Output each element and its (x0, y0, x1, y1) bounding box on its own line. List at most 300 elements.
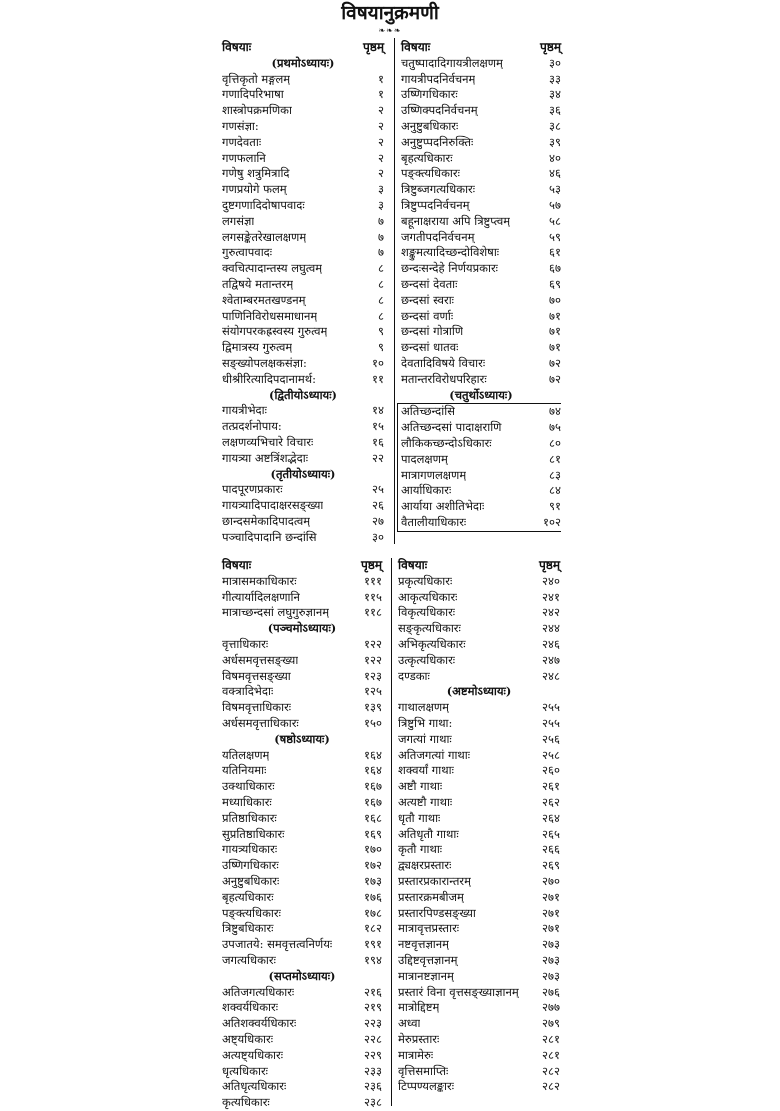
toc-entry-page: ७२ (549, 371, 561, 386)
toc-entry-page: ९ (378, 340, 384, 355)
chapter-heading-text: (तृतीयोऽध्यायः) (270, 466, 336, 481)
toc-entry-page: १३९ (364, 700, 382, 715)
toc-entry-title: बृहत्यधिकारः (222, 889, 274, 904)
toc-entry-title: अर्धसमवृत्ताधिकारः (222, 715, 299, 730)
toc-entry (222, 795, 382, 811)
toc-entry-title: चतुष्पादादिगायत्रीलक्षणम् (401, 55, 503, 70)
chapter-heading (222, 969, 382, 985)
toc-entry-title: सङ्ख्योपलक्षकसंज्ञा: (222, 355, 307, 370)
toc-entry-title: अनुष्टुप्पदनिरुक्तिः (401, 134, 474, 149)
toc-entry-page: २७३ (542, 952, 560, 967)
toc-entry-page: १११ (364, 573, 382, 588)
toc-entry-title: उष्णिगधिकारः (222, 858, 279, 873)
column-header (222, 40, 384, 56)
toc-entry-page: २१६ (364, 984, 382, 999)
toc-entry-title: गणसंज्ञा: (222, 118, 259, 133)
toc-entry-page: २६ (372, 498, 384, 513)
column-header (222, 558, 382, 574)
toc-entry-page: २४० (542, 573, 560, 588)
toc-entry-title: क्वचित्पादान्तस्य लघुत्वम् (222, 261, 323, 276)
toc-entry-page: ४६ (549, 166, 561, 181)
toc-entry-page: १४ (372, 403, 384, 418)
toc-entry-page: ८३ (549, 467, 561, 482)
toc-entry-page: २७० (542, 873, 560, 888)
toc-entry (398, 1032, 560, 1048)
chapter-heading (222, 621, 382, 637)
toc-entry-page: २२ (372, 450, 384, 465)
toc-entry-title: शक्वर्यां गाथाः (398, 763, 454, 778)
toc-entry-page: ३६ (549, 103, 561, 118)
toc-entry (222, 135, 384, 151)
chapter-heading-text: (प्रथमोऽध्यायः) (271, 55, 335, 70)
toc-entry (401, 214, 561, 230)
toc-entry (401, 166, 561, 182)
toc-entry-page: १२२ (364, 636, 382, 651)
toc-entry-page: ८ (378, 308, 384, 323)
title-ornament: ❧❧❧ (378, 26, 402, 35)
header-topic: विषयाः (398, 558, 428, 572)
toc-entry-page: ७ (378, 213, 384, 228)
toc-entry (222, 953, 382, 969)
toc-entry (222, 403, 384, 419)
toc-entry-page: १२२ (364, 652, 382, 667)
toc-entry-page: २५६ (542, 731, 560, 746)
toc-entry-page: १९१ (364, 937, 382, 952)
toc-entry-title: धृत्यधिकारः (222, 1063, 268, 1078)
toc-entry-page: २२८ (364, 1031, 382, 1046)
column-divider-bottom (391, 558, 392, 1106)
toc-entry-page: ६१ (549, 245, 561, 260)
toc-entry-page: २२३ (364, 1016, 382, 1031)
toc-entry (222, 921, 382, 937)
header-page: पृष्ठम् (360, 558, 382, 572)
toc-entry (398, 590, 560, 606)
toc-entry (222, 669, 382, 685)
toc-entry-page: ५९ (549, 229, 561, 244)
toc-entry-title: शङ्कुमत्यादिच्छन्दोविशेषाः (401, 245, 500, 260)
toc-entry-title: गायत्रीभेदाः (222, 403, 267, 418)
toc-entry (222, 530, 384, 546)
toc-entry-title: मेरुप्रस्तारः (398, 1031, 440, 1046)
toc-entry-title: अष्ट्यधिकारः (222, 1031, 274, 1046)
toc-entry-page: ३३ (549, 71, 561, 86)
toc-entry-title: प्रस्तारपिण्डसङ्ख्या (398, 905, 476, 920)
toc-entry-title: जगत्यधिकारः (222, 952, 276, 967)
toc-entry-title: देवतादिविषये विचारः (401, 355, 486, 370)
toc-entry-title: प्रस्तारक्रमबीजम् (398, 889, 464, 904)
toc-entry (222, 103, 384, 119)
toc-entry (398, 1048, 560, 1064)
toc-entry-title: उत्कृत्यधिकारः (398, 652, 456, 667)
toc-entry-title: वृत्तिकृतो मङ्गलम् (222, 71, 291, 86)
toc-entry (398, 842, 560, 858)
chapter-heading (222, 732, 382, 748)
toc-entry (398, 795, 560, 811)
toc-entry-title: आर्याधिकारः (401, 483, 452, 498)
toc-entry (401, 356, 561, 372)
toc-entry (222, 277, 384, 293)
toc-entry-page: २६० (542, 763, 560, 778)
toc-entry (222, 514, 384, 530)
toc-entry-page: २६५ (542, 826, 560, 841)
toc-entry (401, 119, 561, 135)
header-topic: विषयाः (222, 558, 252, 572)
toc-entry (401, 483, 561, 499)
toc-entry-page: २७३ (542, 968, 560, 983)
toc-entry (398, 890, 560, 906)
toc-entry (222, 293, 384, 309)
header-page: पृष्ठम् (362, 40, 384, 54)
toc-entry (398, 921, 560, 937)
toc-entry (398, 1016, 560, 1032)
toc-entry (401, 151, 561, 167)
toc-entry-page: ८ (378, 276, 384, 291)
toc-entry-title: उक्थाधिकारः (222, 779, 275, 794)
toc-entry-title: गायत्र्या अष्टत्रिंशद्भेदाः (222, 450, 309, 465)
toc-entry-page: २४७ (542, 652, 560, 667)
toc-entry-page: १६७ (364, 779, 382, 794)
toc-entry (401, 277, 561, 293)
toc-entry-title: त्रिष्टुबधिकारः (222, 921, 274, 936)
toc-entry-title: मात्रागणलक्षणम् (401, 467, 467, 482)
toc-entry (222, 435, 384, 451)
toc-entry (222, 590, 382, 606)
toc-entry (401, 340, 561, 356)
toc-entry-page: २७१ (542, 905, 560, 920)
toc-entry-title: त्रिष्टुब्जगत्यधिकारः (401, 182, 476, 197)
toc-entry-title: मात्रावृत्तप्रस्तारः (398, 921, 460, 936)
header-page: पृष्ठम् (539, 40, 561, 54)
toc-entry-title: प्रतिष्ठाधिकारः (222, 810, 277, 825)
toc-entry (398, 605, 560, 621)
toc-entry (222, 811, 382, 827)
toc-entry (398, 1079, 560, 1095)
toc-entry-title: अतिच्छन्दांसि (401, 404, 456, 419)
toc-entry-page: ३ (378, 197, 384, 212)
toc-entry-title: द्विमात्रस्य गुरुत्वम् (222, 340, 293, 355)
toc-entry-title: अर्धसमवृत्तसङ्ख्या (222, 652, 299, 667)
toc-entry-page: ७ (378, 245, 384, 260)
toc-entry-page: २८१ (542, 1047, 560, 1062)
toc-entry-title: आर्याया अशीतिभेदाः (401, 499, 485, 514)
toc-entry (222, 356, 384, 372)
toc-entry (401, 515, 561, 531)
toc-entry-title: त्रिष्टुभि गाथा: (398, 715, 453, 730)
toc-entry-title: उष्णिक्पदनिर्वचनम् (401, 103, 478, 118)
toc-entry-title: कृत्यधिकारः (222, 1095, 270, 1110)
toc-entry (398, 574, 560, 590)
toc-entry-title: अतिधृतौ गाथाः (398, 826, 459, 841)
header-topic: विषयाः (222, 40, 252, 54)
toc-entry-title: टिप्पण्यलङ्कारः (398, 1079, 455, 1094)
toc-bottom-right (398, 558, 560, 1095)
toc-entry-title: त्रिष्टुप्पदनिर्वचनम् (401, 197, 470, 212)
toc-entry-page: १६९ (364, 826, 382, 841)
toc-entry-page: २७३ (542, 937, 560, 952)
toc-entry (222, 1016, 382, 1032)
toc-entry-title: छन्दसां धातवः (401, 340, 459, 355)
chapter-heading-text: (अष्टमोऽध्यायः) (446, 684, 512, 699)
toc-entry-page: ३ (378, 182, 384, 197)
toc-entry-title: अध्वा (398, 1016, 421, 1031)
toc-entry-page: २६६ (542, 842, 560, 857)
toc-entry-title: प्रकृत्यधिकारः (398, 573, 453, 588)
chapter-heading (398, 684, 560, 700)
toc-entry-title: उपजातये: समवृत्तत्वनिर्णयः (222, 937, 333, 952)
toc-entry (222, 637, 382, 653)
toc-entry-title: आकृत्यधिकारः (398, 589, 458, 604)
toc-entry-page: ७४ (549, 404, 561, 419)
toc-entry-title: मात्रानष्टज्ञानम् (398, 968, 454, 983)
toc-entry-title: अतिजगत्यधिकारः (222, 984, 295, 999)
toc-entry-page: २४१ (542, 589, 560, 604)
toc-entry-page: २६२ (542, 794, 560, 809)
page-title: विषयानुक्रमणी (341, 2, 439, 24)
toc-entry-page: २ (378, 166, 384, 181)
toc-entry-page: ७२ (549, 355, 561, 370)
toc-entry-page: २ (378, 103, 384, 118)
toc-entry-title: पङ्क्त्यधिकारः (401, 166, 460, 181)
toc-entry-title: गायत्र्यधिकारः (222, 842, 278, 857)
toc-entry (222, 340, 384, 356)
toc-top-right (401, 40, 561, 532)
toc-entry-page: २३६ (364, 1079, 382, 1094)
toc-entry-page: २ (378, 118, 384, 133)
toc-entry (398, 874, 560, 890)
toc-entry-title: दण्डकाः (398, 668, 430, 683)
toc-entry (398, 906, 560, 922)
toc-entry (222, 842, 382, 858)
toc-entry-page: २४४ (542, 621, 560, 636)
toc-entry-page: ६७ (549, 261, 561, 276)
toc-entry-title: लौकिकच्छन्दोऽधिकारः (401, 435, 492, 450)
toc-entry-title: अतिशक्वर्यधिकारः (222, 1016, 297, 1031)
toc-entry (398, 621, 560, 637)
toc-entry-page: ११८ (364, 605, 382, 620)
toc-entry (401, 56, 561, 72)
toc-entry-page: १७० (364, 842, 382, 857)
toc-entry-page: ४० (549, 150, 561, 165)
toc-entry (222, 324, 384, 340)
toc-entry-page: २६४ (542, 810, 560, 825)
chapter-heading (222, 388, 384, 404)
toc-entry (401, 452, 561, 468)
toc-entry-page: २५ (372, 482, 384, 497)
toc-entry (401, 324, 561, 340)
toc-entry (222, 119, 384, 135)
chapter-heading-text: (चतुर्थोऽध्यायः) (449, 387, 513, 402)
toc-entry-title: नष्टवृत्तज्ञानम् (398, 937, 450, 952)
toc-entry-title: अनुष्टुबधिकारः (401, 118, 459, 133)
toc-entry-title: वक्त्रादिभेदाः (222, 684, 274, 699)
toc-entry-page: २७१ (542, 921, 560, 936)
toc-entry-page: १६८ (364, 810, 382, 825)
toc-entry-page: २४२ (542, 605, 560, 620)
toc-entry-title: धृतौ गाथाः (398, 810, 441, 825)
toc-entry (222, 1095, 382, 1111)
toc-entry-title: शक्वर्यधिकारः (222, 1000, 279, 1015)
toc-entry (222, 166, 384, 182)
toc-entry (222, 498, 384, 514)
toc-entry (398, 937, 560, 953)
toc-entry-page: २४६ (542, 636, 560, 651)
toc-entry-title: गुरुत्वापवादः (222, 245, 273, 260)
toc-entry (401, 436, 561, 452)
toc-entry (222, 182, 384, 198)
toc-entry (222, 87, 384, 103)
toc-entry-page: १२५ (364, 684, 382, 699)
toc-entry (222, 716, 382, 732)
toc-entry (222, 245, 384, 261)
toc-entry-title: छान्दसमेकादिपादत्वम् (222, 513, 311, 528)
toc-entry-page: २८२ (542, 1063, 560, 1078)
toc-entry-page: ७५ (549, 420, 561, 435)
chapter-heading (222, 467, 384, 483)
toc-entry-title: गायत्रीपदनिर्वचनम् (401, 71, 476, 86)
toc-entry-title: छन्दसां स्वराः (401, 292, 455, 307)
toc-entry (222, 748, 382, 764)
toc-entry-title: विषमवृत्ताधिकारः (222, 700, 292, 715)
toc-entry-title: सुप्रतिष्ठाधिकारः (222, 826, 285, 841)
toc-entry (222, 419, 384, 435)
toc-entry-page: २२९ (364, 1047, 382, 1062)
toc-entry-title: अतिच्छन्दसां पादाक्षराणि (401, 420, 502, 435)
toc-entry-title: बहूनाक्षराया अपि त्रिष्टुप्त्वम् (401, 213, 511, 228)
toc-entry (401, 135, 561, 151)
toc-entry (398, 779, 560, 795)
toc-entry (222, 1048, 382, 1064)
toc-entry-page: १७६ (364, 889, 382, 904)
toc-entry-page: ७१ (549, 308, 561, 323)
toc-entry-page: ९१ (549, 499, 561, 514)
toc-entry (398, 716, 560, 732)
toc-entry-title: पादपूरणप्रकारः (222, 482, 283, 497)
toc-entry-page: २१९ (364, 1000, 382, 1015)
toc-entry-page: ११ (372, 371, 384, 386)
toc-entry-page: २६१ (542, 779, 560, 794)
toc-entry-title: मात्रासमकाधिकारः (222, 573, 297, 588)
chapter-heading (401, 388, 561, 404)
toc-entry (401, 372, 561, 388)
toc-entry-page: ८ (378, 261, 384, 276)
toc-entry (222, 985, 382, 1001)
toc-entry-page: ३० (549, 55, 561, 70)
toc-entry-title: लगसंज्ञा (222, 213, 255, 228)
toc-entry-page: ३८ (549, 118, 561, 133)
toc-entry (222, 1079, 382, 1095)
toc-bottom-left (222, 558, 382, 1111)
column-header (398, 558, 560, 574)
toc-entry-title: गणप्रयोगे फलम् (222, 182, 287, 197)
toc-entry-page: १७८ (364, 905, 382, 920)
toc-entry-page: ६९ (549, 276, 561, 291)
toc-entry-page: ८१ (549, 451, 561, 466)
toc-entry-title: कृतौ गाथाः (398, 842, 443, 857)
toc-entry-title: मध्याधिकारः (222, 794, 272, 809)
toc-entry-page: १५० (364, 715, 382, 730)
chapter-heading (222, 56, 384, 72)
toc-entry-title: जगतीपदनिर्वचनम् (401, 229, 475, 244)
toc-entry (222, 700, 382, 716)
toc-entry (401, 404, 561, 420)
toc-entry-page: १७२ (364, 858, 382, 873)
toc-entry-page: १९४ (364, 952, 382, 967)
column-header (401, 40, 561, 56)
toc-entry-title: सङ्कृत्यधिकारः (398, 621, 461, 636)
column-divider-top (394, 38, 395, 544)
toc-entry-page: ९ (378, 324, 384, 339)
toc-entry-title: गीत्यार्यादिलक्षणानि (222, 589, 300, 604)
toc-entry-title: तत्प्रदर्शनोपाय: (222, 419, 282, 434)
chapter-heading-text: (पञ्चमोऽध्यायः) (267, 621, 337, 636)
toc-entry-title: अतिजगत्यां गाथाः (398, 747, 471, 762)
toc-entry (398, 953, 560, 969)
toc-entry-page: १६७ (364, 794, 382, 809)
toc-entry (222, 605, 382, 621)
toc-entry-title: यतिलक्षणम् (222, 747, 270, 762)
toc-entry-title: शास्त्रोपक्रमणिका (222, 103, 292, 118)
toc-entry-title: अभिकृत्यधिकारः (398, 636, 466, 651)
toc-entry (222, 198, 384, 214)
toc-entry (222, 451, 384, 467)
toc-entry (401, 182, 561, 198)
toc-entry (222, 214, 384, 230)
toc-entry-title: गायत्र्यादिपादाक्षरसङ्ख्या (222, 498, 324, 513)
header-page: पृष्ठम् (538, 558, 560, 572)
toc-entry-title: लक्षणव्यभिचारे विचारः (222, 434, 314, 449)
toc-entry (401, 230, 561, 246)
header-topic: विषयाः (401, 40, 431, 54)
toc-entry-page: ८४ (549, 483, 561, 498)
toc-entry (401, 293, 561, 309)
toc-entry-title: अत्यष्टौ गाथाः (398, 794, 453, 809)
toc-entry-title: छन्दःसन्देहे निर्णयप्रकारः (401, 261, 498, 276)
toc-entry-title: मात्रामेरुः (398, 1047, 434, 1062)
toc-entry-page: २३८ (364, 1095, 382, 1110)
toc-entry (401, 245, 561, 261)
toc-entry-title: अतिधृत्यधिकारः (222, 1079, 287, 1094)
toc-entry-title: विकृत्यधिकारः (398, 605, 456, 620)
toc-entry-title: अनुष्टुबधिकारः (222, 873, 280, 888)
toc-entry-page: २७६ (542, 984, 560, 999)
toc-entry-title: अष्टौ गाथाः (398, 779, 443, 794)
toc-entry-page: २५५ (542, 700, 560, 715)
toc-entry (401, 198, 561, 214)
toc-entry-page: २५८ (542, 747, 560, 762)
toc-entry (401, 499, 561, 515)
chapter-heading-text: (षष्ठोऽध्यायः) (274, 731, 330, 746)
toc-entry-title: छन्दसां देवताः (401, 276, 458, 291)
toc-entry-page: ८ (378, 292, 384, 307)
toc-entry-title: पादलक्षणम् (401, 451, 448, 466)
toc-entry-title: पञ्चादिपादानि छन्दांसि (222, 529, 317, 544)
toc-entry-title: संयोगपरकह्रस्वस्य गुरुत्वम् (222, 324, 328, 339)
toc-entry-title: गणफलानि (222, 150, 266, 165)
toc-entry-page: २५५ (542, 715, 560, 730)
toc-entry-title: उष्णिगधिकारः (401, 87, 458, 102)
toc-entry-page: ७० (549, 292, 561, 307)
toc-entry-title: धीश्रीरित्यादिपदानामर्थ: (222, 371, 316, 386)
toc-entry (398, 763, 560, 779)
toc-entry-title: प्रस्तारं विना वृत्तसङ्ख्याज्ञानम् (398, 984, 519, 999)
toc-entry-page: १०२ (543, 514, 561, 529)
toc-entry-title: गणेषु शत्रुमित्रादि (222, 166, 290, 181)
toc-entry-page: १५ (372, 419, 384, 434)
toc-entry (401, 103, 561, 119)
toc-entry-title: गाथालक्षणम् (398, 700, 450, 715)
toc-entry (398, 1000, 560, 1016)
toc-entry-page: ७ (378, 229, 384, 244)
